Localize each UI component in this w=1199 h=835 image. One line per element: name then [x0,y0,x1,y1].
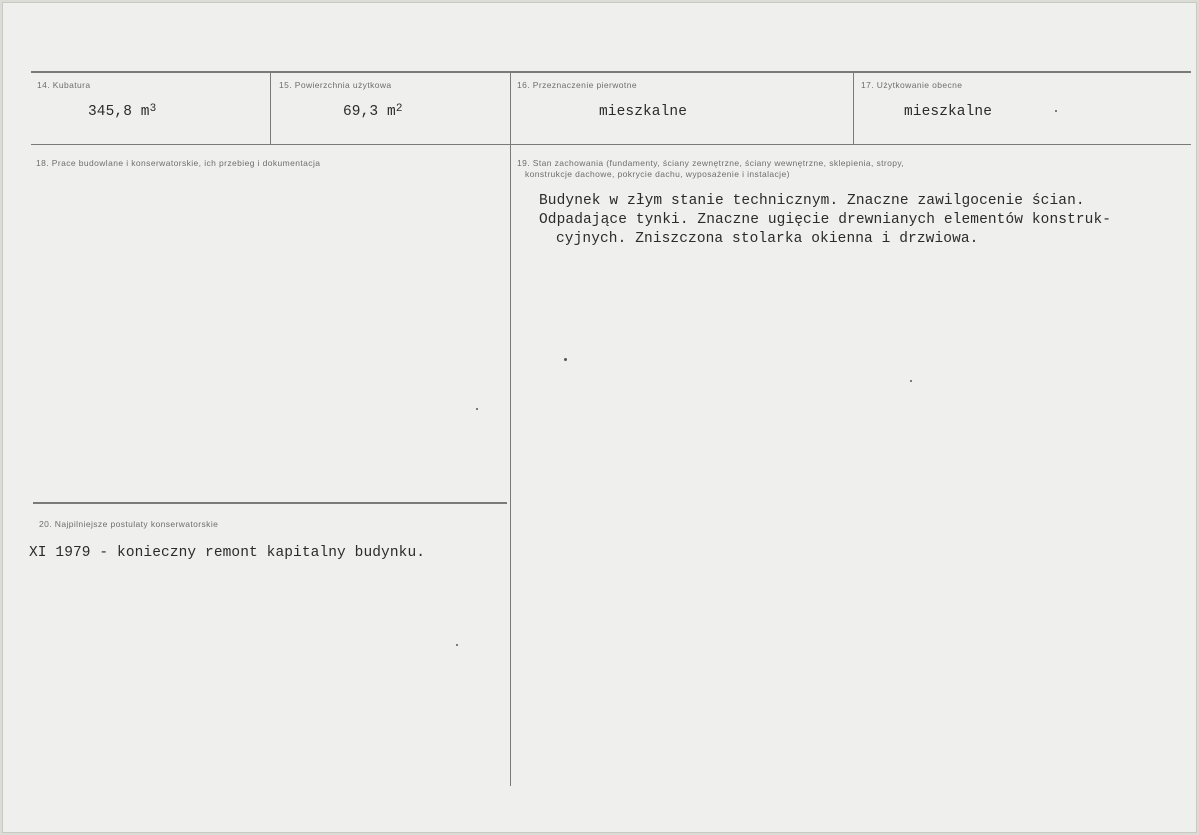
divider-15-16 [510,72,511,786]
field-19-text-line-1: Budynek w złym stanie technicznym. Znaczne zawilgocenie ścian. [539,193,1085,209]
field-16-value: mieszkalne [599,104,688,120]
top-rule [31,71,1191,73]
field-19-text-line-3: cyjnych. Zniszczona stolarka okienna i drzwiowa. [556,231,979,247]
field-18-label: 18. Prace budowlane i konserwatorskie, ich przebieg i dokumentacja [36,158,321,168]
field-19-label-line2: konstrukcje dachowe, pokrycie dachu, wyposażenie i instalacje) [525,169,790,179]
field-14-unit-exponent: 3 [149,103,157,115]
paper-speck [1055,110,1057,112]
field-20-text: XI 1979 - konieczny remont kapitalny budynku. [29,545,426,561]
paper-speck [564,358,567,361]
paper-speck [456,644,458,646]
header-row-bottom-rule [31,144,1191,145]
field-14-label: 14. Kubatura [37,80,91,90]
divider-14-15 [270,72,271,144]
field-17-value: mieszkalne [904,104,993,120]
field-16-label: 16. Przeznaczenie pierwotne [517,80,637,90]
field-19-label-line1: 19. Stan zachowania (fundamenty, ściany zewnętrzne, ściany wewnętrzne, sklepienia, stropy, [517,158,905,168]
inventory-card [2,2,1197,833]
divider-16-17 [853,72,854,144]
paper-speck [910,380,912,382]
field-15-unit-exponent: 2 [395,103,403,115]
field-19-text-line-2: Odpadające tynki. Znaczne ugięcie drewnianych elementów konstruk- [539,212,1112,228]
section-20-top-rule [33,502,507,504]
field-14-number: 345,8 m [88,104,150,120]
field-15-label: 15. Powierzchnia użytkowa [279,80,392,90]
field-15-number: 69,3 m [343,104,396,120]
paper-speck [476,408,478,410]
field-17-label: 17. Użytkowanie obecne [861,80,963,90]
field-15-value [343,104,403,120]
field-20-label: 20. Najpilniejsze postulaty konserwatorskie [39,519,219,529]
field-14-value [88,104,156,120]
